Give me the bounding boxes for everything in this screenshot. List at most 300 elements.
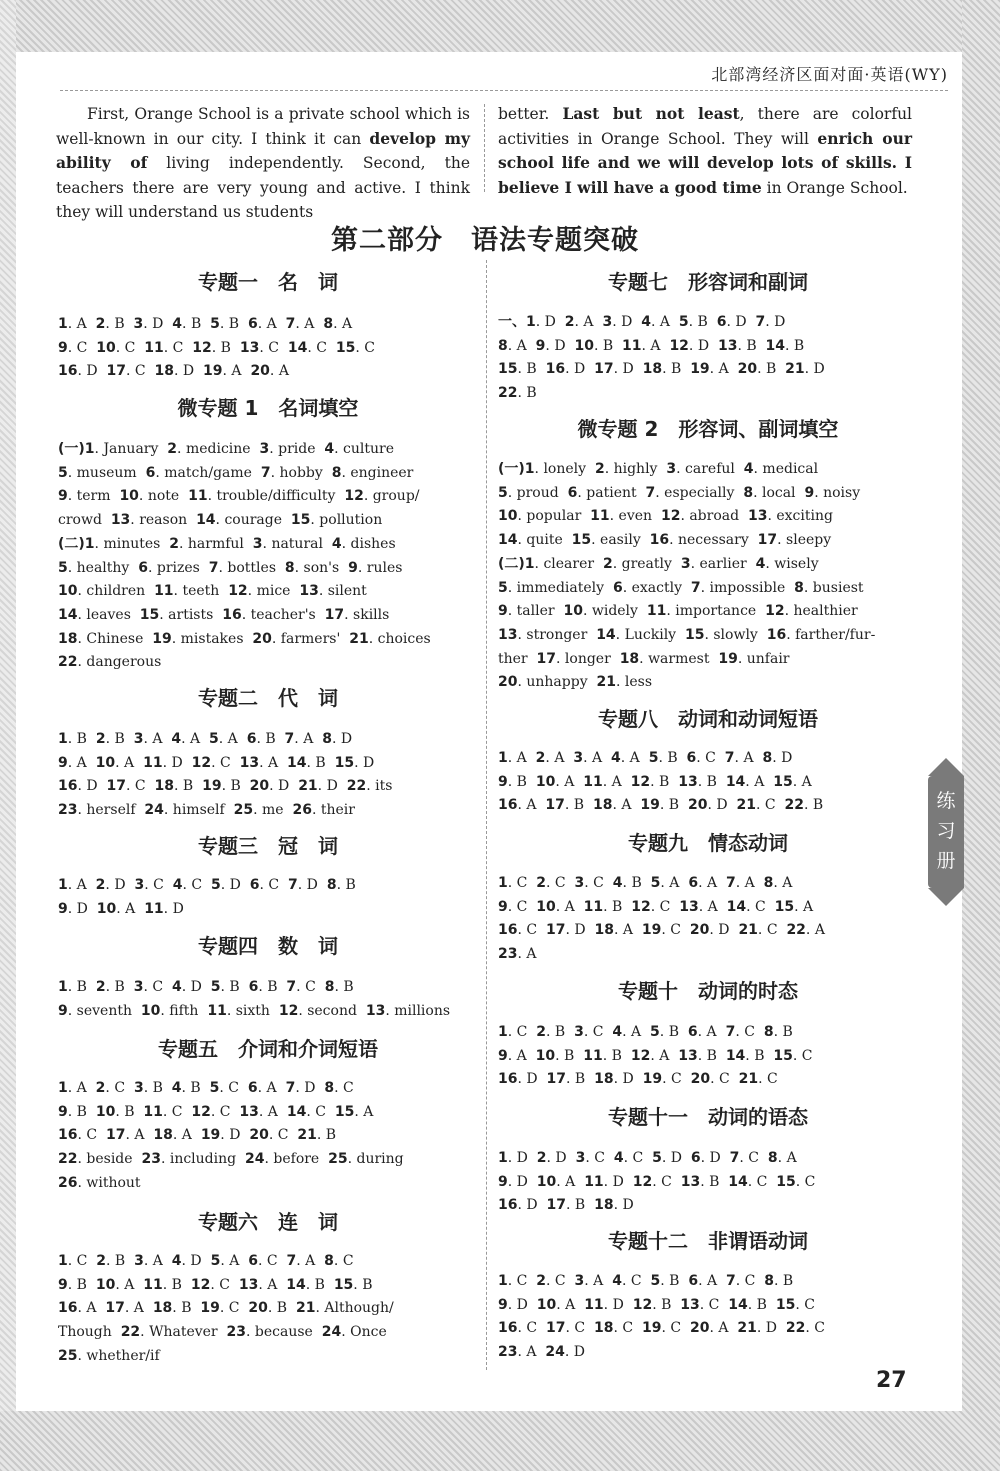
question-number: 18 <box>594 922 614 939</box>
question-number: 5 <box>498 579 508 596</box>
question-number: 3 <box>602 314 613 330</box>
answer-text: . A <box>745 773 774 790</box>
answer-text: . D <box>354 754 375 771</box>
answer-text: . C <box>661 922 690 939</box>
question-number: 12 <box>190 1276 211 1293</box>
question-number: 13 <box>717 337 738 354</box>
question-number: 3 <box>133 1080 144 1096</box>
question-number: 17 <box>757 532 778 549</box>
page-border-top <box>0 0 1000 52</box>
answer-text: . C <box>268 1127 298 1144</box>
answer-text: . healthier <box>784 603 858 620</box>
question-number: 9 <box>58 1002 68 1019</box>
answer-text: . C <box>584 875 613 891</box>
question-number: 14 <box>498 532 518 549</box>
answer-text: . children <box>77 583 155 600</box>
answer-text: . D <box>613 1197 634 1214</box>
answer-text: . abroad <box>680 508 748 525</box>
answer-line <box>498 671 875 695</box>
question-number: 3 <box>252 535 263 552</box>
answer-text: . D <box>507 1296 537 1313</box>
answer-text: . A <box>794 898 814 915</box>
answer-text: . because <box>246 1324 322 1341</box>
question-number: 15 <box>776 1173 796 1190</box>
answer-line <box>498 382 825 406</box>
question-number: 7 <box>645 484 656 501</box>
answer-text: . D <box>756 1320 786 1337</box>
answer-text: . B <box>67 1103 96 1120</box>
answer-text: . B <box>353 1276 373 1293</box>
question-number: 12 <box>630 773 651 790</box>
question-number: 12 <box>631 898 651 915</box>
right-section-title: 专题十二 非谓语动词 <box>608 1229 808 1253</box>
answer-text: . leaves <box>77 606 140 623</box>
answer-text: . stronger <box>517 626 597 643</box>
essay-text: , there are colorful activities in Orange School. They will <box>498 105 913 148</box>
answer-line <box>58 1250 394 1274</box>
answer-text: . D <box>507 1150 537 1166</box>
answer-text: . farmers' <box>271 630 350 647</box>
answer-text: . C <box>182 877 211 893</box>
answer-text: . C <box>621 1273 651 1289</box>
answer-text: . C <box>757 922 787 939</box>
question-number: 4 <box>171 1080 182 1096</box>
answer-text: . necessary <box>669 532 758 549</box>
question-number: 13 <box>299 583 319 600</box>
question-number: 6 <box>247 316 258 332</box>
answer-text: . B <box>757 361 786 378</box>
answer-text: . A <box>257 1080 286 1096</box>
essay-highlight: enrich our school life <box>498 128 913 172</box>
answer-text: . C <box>507 1024 537 1040</box>
answer-text: . B <box>221 778 250 795</box>
question-number: 6 <box>249 877 260 893</box>
question-number: 15 <box>335 339 356 356</box>
question-number: 12 <box>632 1296 653 1313</box>
question-number: 18 <box>592 797 613 814</box>
answer-text: . B <box>650 773 679 790</box>
question-number: 3 <box>574 1024 584 1040</box>
question-number: 3 <box>134 877 145 893</box>
question-number: 4 <box>613 1150 624 1166</box>
answer-text: . B <box>659 797 688 814</box>
question-number: 8 <box>762 750 773 766</box>
question-number: 12 <box>191 754 212 771</box>
answer-text: . A <box>354 1103 374 1120</box>
answer-text: . term <box>67 488 120 505</box>
answer-text: . clearer <box>534 555 603 572</box>
answer-text: . C <box>67 339 97 356</box>
answer-line <box>58 533 431 557</box>
question-number: 12 <box>228 583 248 600</box>
question-number: 18 <box>594 1071 614 1088</box>
answer-text: . C <box>585 1150 614 1166</box>
question-number: 14 <box>58 606 78 623</box>
answer-text: . D <box>331 731 353 747</box>
answer-text: . A <box>574 314 603 330</box>
answer-text: . B <box>517 385 537 402</box>
answer-line <box>58 898 356 922</box>
answer-text: . C <box>307 339 336 356</box>
question-number: 16 <box>58 1127 78 1144</box>
answer-text: . C <box>77 1127 106 1144</box>
question-number: 21 <box>596 674 616 691</box>
answer-text: . C <box>805 1320 826 1337</box>
answer-text: . D <box>709 922 739 939</box>
question-number: 9 <box>58 1276 68 1293</box>
left-section-title: 专题一 名 词 <box>198 270 338 294</box>
question-number: 9 <box>348 559 358 576</box>
page-number: 27 <box>876 1368 907 1393</box>
question-number: 15 <box>571 532 592 549</box>
question-number: 19 <box>200 1127 221 1144</box>
question-number: 13 <box>498 626 518 643</box>
answer-text: . culture <box>334 441 395 457</box>
question-number: 2 <box>536 1150 547 1166</box>
answer-text: . earlier <box>690 555 756 572</box>
question-number: 22 <box>58 654 78 671</box>
answer-line <box>58 976 450 1000</box>
question-number: 15 <box>773 1047 793 1064</box>
question-number: 9 <box>58 1103 68 1120</box>
answer-text: . B <box>507 773 536 790</box>
answer-text: . A <box>709 1320 738 1337</box>
answer-text: . second <box>298 1002 366 1019</box>
question-number: 10 <box>95 754 116 771</box>
question-number: 24 <box>245 1151 265 1168</box>
answer-text: . engineer <box>341 464 414 481</box>
question-number: 25 <box>58 1347 78 1364</box>
answer-text: . C <box>126 363 155 380</box>
question-number: 26 <box>292 802 312 819</box>
question-number: 1 <box>58 1253 68 1269</box>
answer-text: crowd <box>58 512 111 529</box>
answer-text: . A <box>517 797 546 814</box>
answer-text: . C <box>334 1080 354 1096</box>
answer-text: . D <box>297 877 327 893</box>
question-number: 11 <box>143 1103 163 1120</box>
answer-text: . harmful <box>178 535 253 552</box>
answer-line <box>58 557 431 581</box>
answer-line <box>498 1021 813 1045</box>
answer-line <box>58 360 375 384</box>
answer-text: . son's <box>294 559 349 576</box>
answer-text: . A <box>222 363 251 380</box>
question-number: 5 <box>58 559 68 576</box>
question-number: 11 <box>583 773 603 790</box>
question-number: 4 <box>171 979 182 995</box>
answer-line <box>58 1345 394 1369</box>
question-number: 7 <box>725 1024 736 1040</box>
question-number: 1 <box>498 750 508 766</box>
question-number: (一)1 <box>58 441 95 457</box>
answer-line <box>498 896 825 920</box>
answer-text: . January <box>94 441 168 457</box>
question-number: 8 <box>767 1150 778 1166</box>
question-number: 11 <box>207 1002 227 1019</box>
question-number: 16 <box>649 532 670 549</box>
answer-text: . D <box>661 1150 691 1166</box>
answer-text: . teeth <box>173 583 229 600</box>
answer-text: . B <box>219 316 248 332</box>
answer-text: . B <box>336 877 356 893</box>
answer-text: . D <box>507 1173 537 1190</box>
question-number: 9 <box>535 337 546 354</box>
answer-line <box>58 485 431 509</box>
answer-text: . medical <box>753 461 819 477</box>
question-number: 3 <box>133 316 144 332</box>
answer-line <box>498 1068 813 1092</box>
question-number: 13 <box>747 508 768 525</box>
question-number: 3 <box>575 1150 586 1166</box>
answer-text: . A <box>125 1127 154 1144</box>
question-number: 18 <box>152 1300 173 1317</box>
answer-text: . D <box>613 1071 643 1088</box>
answer-text: . longer <box>556 650 620 667</box>
question-number: 4 <box>172 316 183 332</box>
answer-text: . A <box>709 361 738 378</box>
answer-text: . popular <box>517 508 591 525</box>
question-number: 15 <box>334 754 355 771</box>
answer-text: . D <box>565 922 595 939</box>
question-number: 3 <box>133 979 144 995</box>
question-number: 21 <box>738 922 758 939</box>
question-number: 14 <box>286 1276 306 1293</box>
question-number: 9 <box>498 898 508 915</box>
question-number: 6 <box>248 1253 258 1269</box>
answer-text: . B <box>67 731 96 747</box>
question-number: 4 <box>171 1253 182 1269</box>
answer-text: . B <box>106 1253 135 1269</box>
answer-text: . medicine <box>177 441 260 457</box>
answer-text: . C <box>792 1047 813 1064</box>
question-number: 4 <box>755 555 766 572</box>
question-number: 8 <box>498 337 508 354</box>
answer-text: . A <box>805 922 825 939</box>
question-number: 9 <box>804 484 815 501</box>
answer-text: . A <box>773 875 793 891</box>
question-number: 14 <box>725 773 746 790</box>
question-number: 21 <box>349 630 369 647</box>
question-number: 21 <box>738 1071 759 1088</box>
question-number: 18 <box>594 1320 614 1337</box>
answer-text: . A <box>143 1253 172 1269</box>
answer-text: . B <box>652 1296 681 1313</box>
answer-line <box>58 1000 450 1024</box>
answer-text: . B <box>67 1276 96 1293</box>
question-number: 6 <box>688 1273 699 1289</box>
answer-text: . me <box>253 802 293 819</box>
answer-text: . B <box>745 1047 774 1064</box>
answer-line <box>58 1297 394 1321</box>
question-number: 12 <box>278 1002 299 1019</box>
left-section-answers <box>58 1077 404 1196</box>
question-number: 11 <box>646 603 667 620</box>
answer-text: . A <box>555 773 584 790</box>
answer-text: . B <box>688 314 717 330</box>
answer-text: . C <box>662 1071 691 1088</box>
answer-text: . C <box>583 1024 613 1040</box>
question-number: 2 <box>535 750 546 766</box>
answer-line <box>58 1148 404 1172</box>
question-number: 3 <box>259 441 270 457</box>
question-number: 17 <box>546 922 566 939</box>
question-number: 4 <box>612 1273 622 1289</box>
question-number: 13 <box>110 512 131 529</box>
question-number: 21 <box>297 1127 317 1144</box>
side-tab-char: 习 <box>936 820 956 842</box>
question-number: 17 <box>545 797 565 814</box>
question-number: 5 <box>650 1024 660 1040</box>
answer-line <box>498 919 825 943</box>
question-number: 1 <box>58 877 68 893</box>
question-number: 2 <box>564 314 575 330</box>
answer-line <box>498 747 823 771</box>
question-number: 9 <box>498 1173 508 1190</box>
question-number: 18 <box>619 650 640 667</box>
answer-text: . A <box>67 1080 96 1096</box>
answer-text: . C <box>219 1300 249 1317</box>
question-number: 5 <box>210 979 221 995</box>
question-number: 17 <box>546 1320 566 1337</box>
question-number: 14 <box>287 339 308 356</box>
answer-text: . C <box>795 1296 815 1313</box>
question-number: 9 <box>498 1296 508 1313</box>
answer-text: . A <box>698 898 727 915</box>
question-number: 2 <box>536 875 547 891</box>
question-number: 20 <box>687 797 708 814</box>
question-number: 11 <box>590 508 610 525</box>
answer-text: . D <box>546 1150 576 1166</box>
question-number: 1 <box>498 1273 508 1289</box>
answer-text: . bottles <box>218 559 285 576</box>
question-number: 10 <box>95 1276 116 1293</box>
question-number: 10 <box>96 900 117 917</box>
question-number: 4 <box>611 750 621 766</box>
answer-line <box>58 628 431 652</box>
question-number: 10 <box>536 1296 557 1313</box>
answer-line <box>58 728 392 752</box>
answer-text: . exciting <box>767 508 833 525</box>
question-number: 16 <box>222 606 242 623</box>
question-number: 20 <box>248 1300 268 1317</box>
right-section-title: 专题十一 动词的语态 <box>608 1105 808 1129</box>
question-number: 11 <box>583 898 604 915</box>
question-number: 15 <box>290 512 311 529</box>
answer-text: . trouble/difficulty <box>207 488 345 505</box>
answer-text: . B <box>546 1024 575 1040</box>
answer-text: . A <box>259 754 287 771</box>
question-number: 2 <box>602 555 613 572</box>
question-number: 18 <box>642 361 663 378</box>
answer-line <box>498 1317 825 1341</box>
essay-right-paragraph <box>498 102 912 200</box>
right-section-title: 专题八 动词和动词短语 <box>598 707 818 731</box>
answer-text: . choices <box>368 630 431 647</box>
question-number: 3 <box>573 750 584 766</box>
question-number: 19 <box>642 1071 663 1088</box>
answer-text: . B <box>697 1047 726 1064</box>
answer-line <box>58 1274 394 1298</box>
question-number: 16 <box>58 1300 78 1317</box>
answer-text: . B <box>517 361 546 378</box>
answer-text: . A <box>507 337 536 354</box>
answer-text: . C <box>661 1320 690 1337</box>
answer-text: . B <box>658 750 687 766</box>
left-section-title: 专题三 冠 词 <box>198 834 338 858</box>
question-number: 7 <box>288 877 298 893</box>
question-number: 5 <box>652 1150 662 1166</box>
answer-text: . D <box>804 361 825 378</box>
question-number: (二)1 <box>58 535 95 552</box>
answer-text: . D <box>181 1253 211 1269</box>
answer-text: . B <box>143 1080 172 1096</box>
answer-text: . B <box>697 773 726 790</box>
answer-line <box>498 943 825 967</box>
answer-text: . B <box>182 316 211 332</box>
answer-text: . especially <box>655 484 744 501</box>
answer-text: . D <box>772 750 793 766</box>
question-number: 7 <box>208 559 219 576</box>
answer-text: . A <box>660 875 689 891</box>
right-section-answers <box>498 458 875 695</box>
right-section-title: 专题九 情态动词 <box>628 831 788 855</box>
question-number: 7 <box>755 314 766 330</box>
answer-text: . highly <box>604 461 667 477</box>
question-number: 5 <box>650 875 661 891</box>
question-number: 20 <box>689 922 710 939</box>
question-number: 20 <box>249 778 270 795</box>
answer-text: . D <box>765 314 786 330</box>
answer-text: . busiest <box>803 579 864 596</box>
question-number: 1 <box>498 1024 508 1040</box>
question-number: 13 <box>365 1002 386 1019</box>
question-number: 15 <box>773 773 793 790</box>
right-section-answers <box>498 311 825 406</box>
question-number: 10 <box>119 488 139 505</box>
answer-text: . B <box>174 778 203 795</box>
answer-line <box>498 1045 813 1069</box>
question-number: 11 <box>143 1276 163 1293</box>
answer-text: . artists <box>159 606 223 623</box>
left-section-title: 微专题 1 名词填空 <box>177 396 359 420</box>
question-number: 11 <box>583 1047 603 1064</box>
answer-line <box>498 624 875 648</box>
answer-text: . C <box>735 1273 765 1289</box>
question-number: 13 <box>678 773 698 790</box>
answer-text: . A <box>115 1276 144 1293</box>
answer-line <box>58 799 392 823</box>
question-number: 16 <box>498 1197 518 1214</box>
question-number: 11 <box>154 583 174 600</box>
answer-text: . D <box>517 1197 547 1214</box>
answer-text: . A <box>218 731 247 747</box>
question-number: 11 <box>584 1296 604 1313</box>
question-number: 17 <box>536 650 557 667</box>
right-section-answers <box>498 1270 825 1365</box>
question-number: 17 <box>324 606 345 623</box>
answer-text: . himself <box>163 802 234 819</box>
question-number: 11 <box>584 1173 604 1190</box>
answer-text: . B <box>803 797 824 814</box>
question-number: 13 <box>239 754 260 771</box>
question-number: 18 <box>594 1197 614 1214</box>
question-number: 1 <box>58 1080 68 1096</box>
answer-text: . B <box>700 1173 729 1190</box>
question-number: 3 <box>574 875 585 891</box>
answer-text: . fifth <box>160 1002 208 1019</box>
answer-line <box>498 529 875 553</box>
